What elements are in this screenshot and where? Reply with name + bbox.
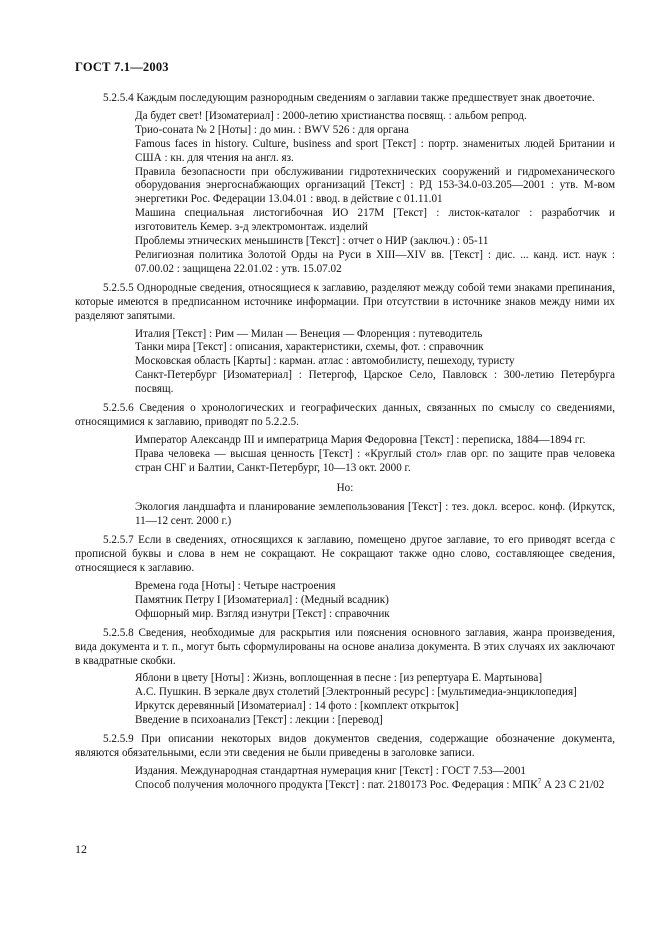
- example-line: Иркутск деревянный [Изоматериал] : 14 фото : [комплект открыток]: [135, 700, 459, 713]
- paragraph-5-2-5-9: 5.2.5.9 При описании некоторых видов документов сведения, содержащие обозначение документа, являются обязательными, если эти сведения не были приведены в заголовке записи.: [75, 733, 615, 759]
- document-body: [75, 92, 615, 798]
- patent-tail: А 23 С 21/02: [541, 778, 605, 791]
- paragraph-5-2-5-5: 5.2.5.5 Однородные сведения, относящиеся к заглавию, разделяют между собой теми знаками препинания, которые имеются в предписанном источнике информации. При отсутствии в источнике знаков между ними их разделяют запятыми.: [75, 281, 615, 322]
- example-line: Правила безопасности при обслуживании гидротехнических сооружений и гидромеханического оборудования энергоснабжающих организаций [Текст] : РД 153-34.0-03.205—2001 : утв. М-вом энергетики Рос. Федерации 13.04.01 : ввод. в действие с 01.11.01: [135, 165, 615, 206]
- example-line: А.С. Пушкин. В зеркале двух столетий [Электронный ресурс] : [мультимедиа-энциклопедия]: [135, 686, 577, 699]
- examples-5-2-5-9: [135, 765, 615, 793]
- example-line: Введение в психоанализ [Текст] : лекции : [перевод]: [135, 714, 383, 727]
- but-label: Но:: [336, 481, 354, 494]
- patent-text: Способ получения молочного продукта [Текст] : пат. 2180173 Рос. Федерация : МПК: [135, 778, 538, 791]
- but-examples-5-2-5-6: [135, 501, 615, 529]
- examples-5-2-5-4: [135, 110, 615, 277]
- example-line: Памятник Петру I [Изоматериал] : (Медный всадник): [135, 593, 389, 606]
- examples-5-2-5-7: [135, 580, 615, 622]
- examples-5-2-5-8: [135, 672, 615, 728]
- example-line: Проблемы этнических меньшинств [Текст] : отчет о НИР (заключ.) : 05-11: [135, 235, 489, 248]
- patent-superscript: 7: [537, 777, 542, 786]
- example-line: Император Александр III и императрица Мария Федоровна [Текст] : переписка, 1884—1894 гг.: [135, 433, 586, 446]
- example-line: Яблони в цвету [Ноты] : Жизнь, воплощенная в песне : [из репертуара Е. Мартынова]: [135, 672, 543, 685]
- page-number: 12: [75, 842, 87, 856]
- example-line: Религиозная политика Золотой Орды на Руси в XIII—XIV вв. [Текст] : дис. ... канд. ист. наук : 07.00.02 : защищена 22.01.02 : утв. 15.07.02: [135, 248, 615, 275]
- example-line: Италия [Текст] : Рим — Милан — Венеция — Флоренция : путеводитель: [135, 327, 483, 340]
- paragraph-5-2-5-7: 5.2.5.7 Если в сведениях, относящихся к заглавию, помещено другое заглавие, то его приводят всегда с прописной буквы и слова в нем не сокращают. Не сокращают также одно слово, составляющее сведения, относящиеся к заглавию.: [75, 534, 615, 575]
- example-line: Московская область [Карты] : карман. атлас : автомобилисту, пешеходу, туристу: [135, 355, 515, 368]
- example-line: Издания. Международная стандартная нумерация книг [Текст] : ГОСТ 7.53—2001: [135, 764, 526, 777]
- example-line-patent: [135, 779, 615, 793]
- document-header: ГОСТ 7.1—2003: [75, 60, 169, 74]
- examples-5-2-5-6: [135, 434, 615, 476]
- example-line: Санкт-Петербург [Изоматериал] : Петергоф, Царское Село, Павловск : 300-летию Петербурга посвящ.: [135, 369, 615, 396]
- example-line: Офшорный мир. Взгляд изнутри [Текст] : справочник: [135, 607, 390, 620]
- example-line: Трио-соната № 2 [Ноты] : до мин. : BWV 526 : для органа: [135, 123, 409, 136]
- paragraph-5-2-5-8: 5.2.5.8 Сведения, необходимые для раскрытия или пояснения основного заглавия, жанра произведения, вида документа и т. п., могут быть сформулированы на основе анализа документа. В этих случаях их заключают в квадратные скобки.: [75, 626, 615, 667]
- example-line: Экология ландшафта и планирование землепользования [Текст] : тез. докл. всерос. конф. (Иркутск, 11—12 сент. 2000 г.): [135, 501, 615, 528]
- example-line: Танки мира [Текст] : описания, характеристики, схемы, фот. : справочник: [135, 341, 484, 354]
- example-line: Да будет свет! [Изоматериал] : 2000-летию христианства посвящ. : альбом репрод.: [135, 109, 527, 122]
- example-line: Famous faces in history. Culture, business and sport [Текст] : портр. знаменитых людей Британии и США : кн. для чтения на англ. яз.: [135, 137, 615, 164]
- paragraph-5-2-5-6: 5.2.5.6 Сведения о хронологических и географических данных, связанных по смыслу со сведениями, относящимися к заглавию, приводят по 5.2.2.5.: [75, 402, 615, 428]
- example-line: Времена года [Ноты] : Четыре настроения: [135, 580, 336, 592]
- examples-5-2-5-5: [135, 328, 615, 398]
- paragraph-5-2-5-4: 5.2.5.4 Каждым последующим разнородным сведениям о заглавии также предшествует знак двоеточие.: [103, 92, 595, 104]
- example-line: Права человека — высшая ценность [Текст] : «Круглый стол» глав орг. по защите прав человека стран СНГ и Балтии, Санкт-Петербург, 10—13 окт. 2000 г.: [135, 447, 615, 474]
- example-line: Машина специальная листогибочная ИО 217М [Текст] : листок-каталог : разработчик и изготовитель Кемер. з-д электромонтаж. изделий: [135, 207, 615, 234]
